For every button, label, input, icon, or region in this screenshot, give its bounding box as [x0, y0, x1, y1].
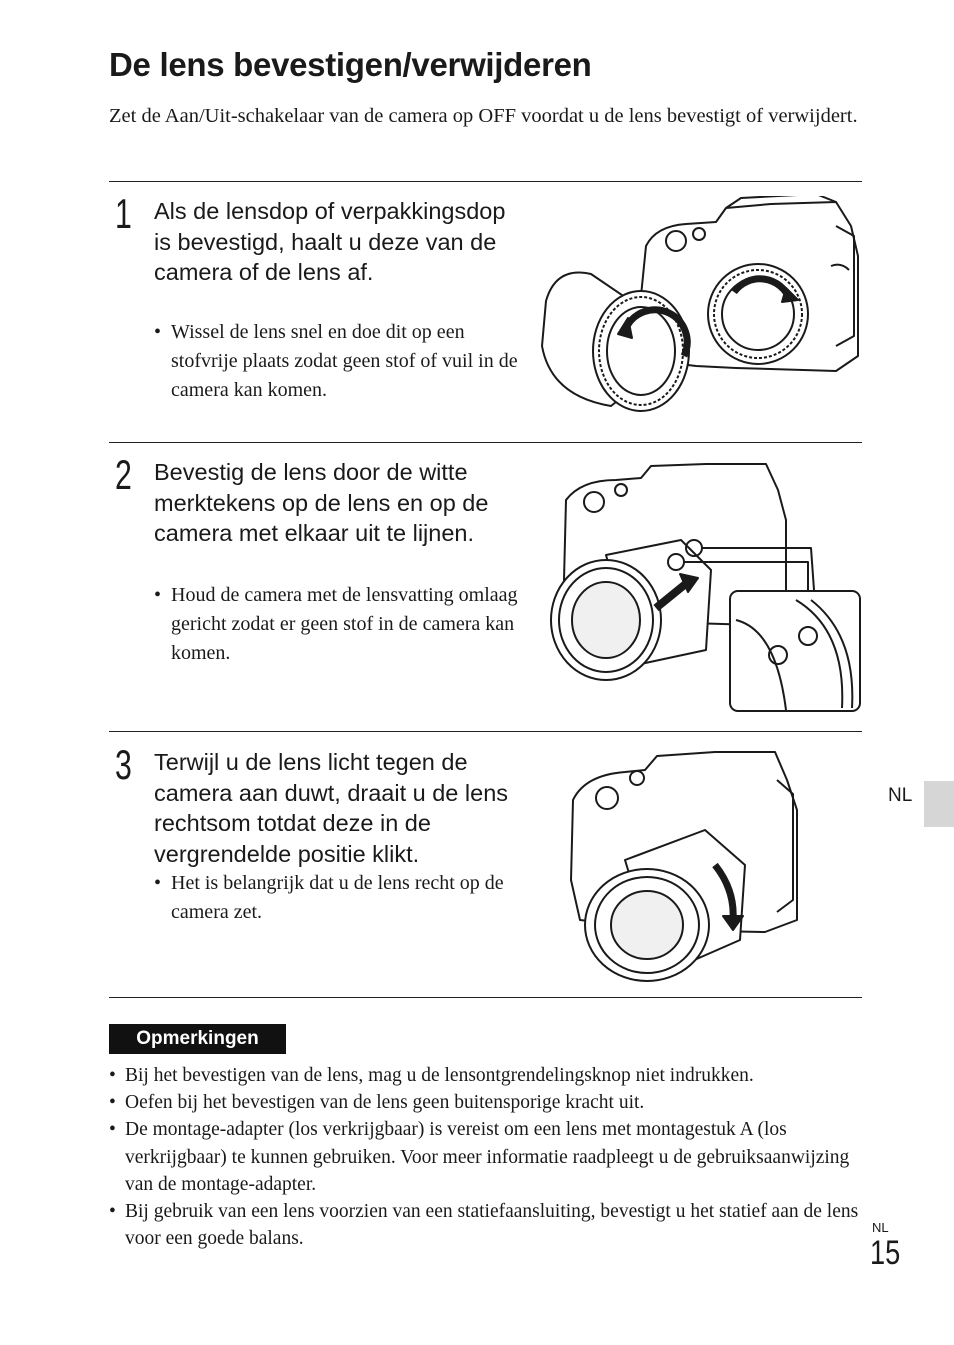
notes-list [109, 1062, 869, 1252]
illustration-align-marks [546, 460, 864, 718]
step-bullet: • Het is belangrijk dat u de lens recht op de camera zet. [154, 869, 524, 927]
step-number: 1 [115, 190, 132, 237]
note-item: • Bij gebruik van een lens voorzien van een statiefaansluiting, bevestigt u het statief aan de lens voor een goede balans. [109, 1198, 869, 1252]
illustration-rotate-lens [565, 750, 825, 985]
note-item: • Bij het bevestigen van de lens, mag u de lensontgrendelingsknop niet indrukken. [109, 1062, 869, 1089]
side-language-label: NL [888, 785, 913, 806]
step-number: 2 [115, 451, 132, 498]
step-instruction: Bevestig de lens door de witte merktekens op de lens en op de camera met elkaar uit te lijnen. [154, 459, 489, 546]
page-title: De lens bevestigen/verwijderen [109, 46, 592, 83]
step-instruction: Terwijl u de lens licht tegen de camera aan duwt, draait u de lens rechtsom totdat deze in de vergrendelde positie klikt. [154, 749, 509, 867]
footer-language-label: NL [872, 1220, 889, 1235]
step-number: 3 [115, 741, 132, 788]
step-bullet: • Wissel de lens snel en doe dit op een stofvrije plaats zodat geen stof of vuil in de camera kan komen. [154, 318, 524, 405]
language-side-tab [924, 781, 954, 827]
illustration-remove-caps [536, 196, 866, 421]
page-number: 15 [870, 1234, 901, 1272]
step-bullet: • Houd de camera met de lensvatting omlaag gericht zodat er geen stof in de camera kan komen. [154, 581, 524, 668]
note-item: • Oefen bij het bevestigen van de lens geen buitensporige kracht uit. [109, 1089, 869, 1116]
divider [109, 442, 862, 443]
intro-paragraph: Zet de Aan/Uit-schakelaar van de camera op OFF voordat u de lens bevestigt of verwijdert. [109, 105, 858, 127]
divider [109, 731, 862, 732]
note-item: • De montage-adapter (los verkrijgbaar) is vereist om een lens met montagestuk A (los verkrijgbaar) te kunnen gebruiken. Voor meer informatie raadpleegt u de gebruiksaanwijzing van de montage-adapter. [109, 1116, 869, 1198]
divider [109, 181, 862, 182]
divider [109, 997, 862, 998]
step-instruction: Als de lensdop of verpakkingsdop is bevestigd, haalt u deze van de camera of de lens af. [154, 198, 506, 285]
notes-heading: Opmerkingen [109, 1024, 286, 1054]
